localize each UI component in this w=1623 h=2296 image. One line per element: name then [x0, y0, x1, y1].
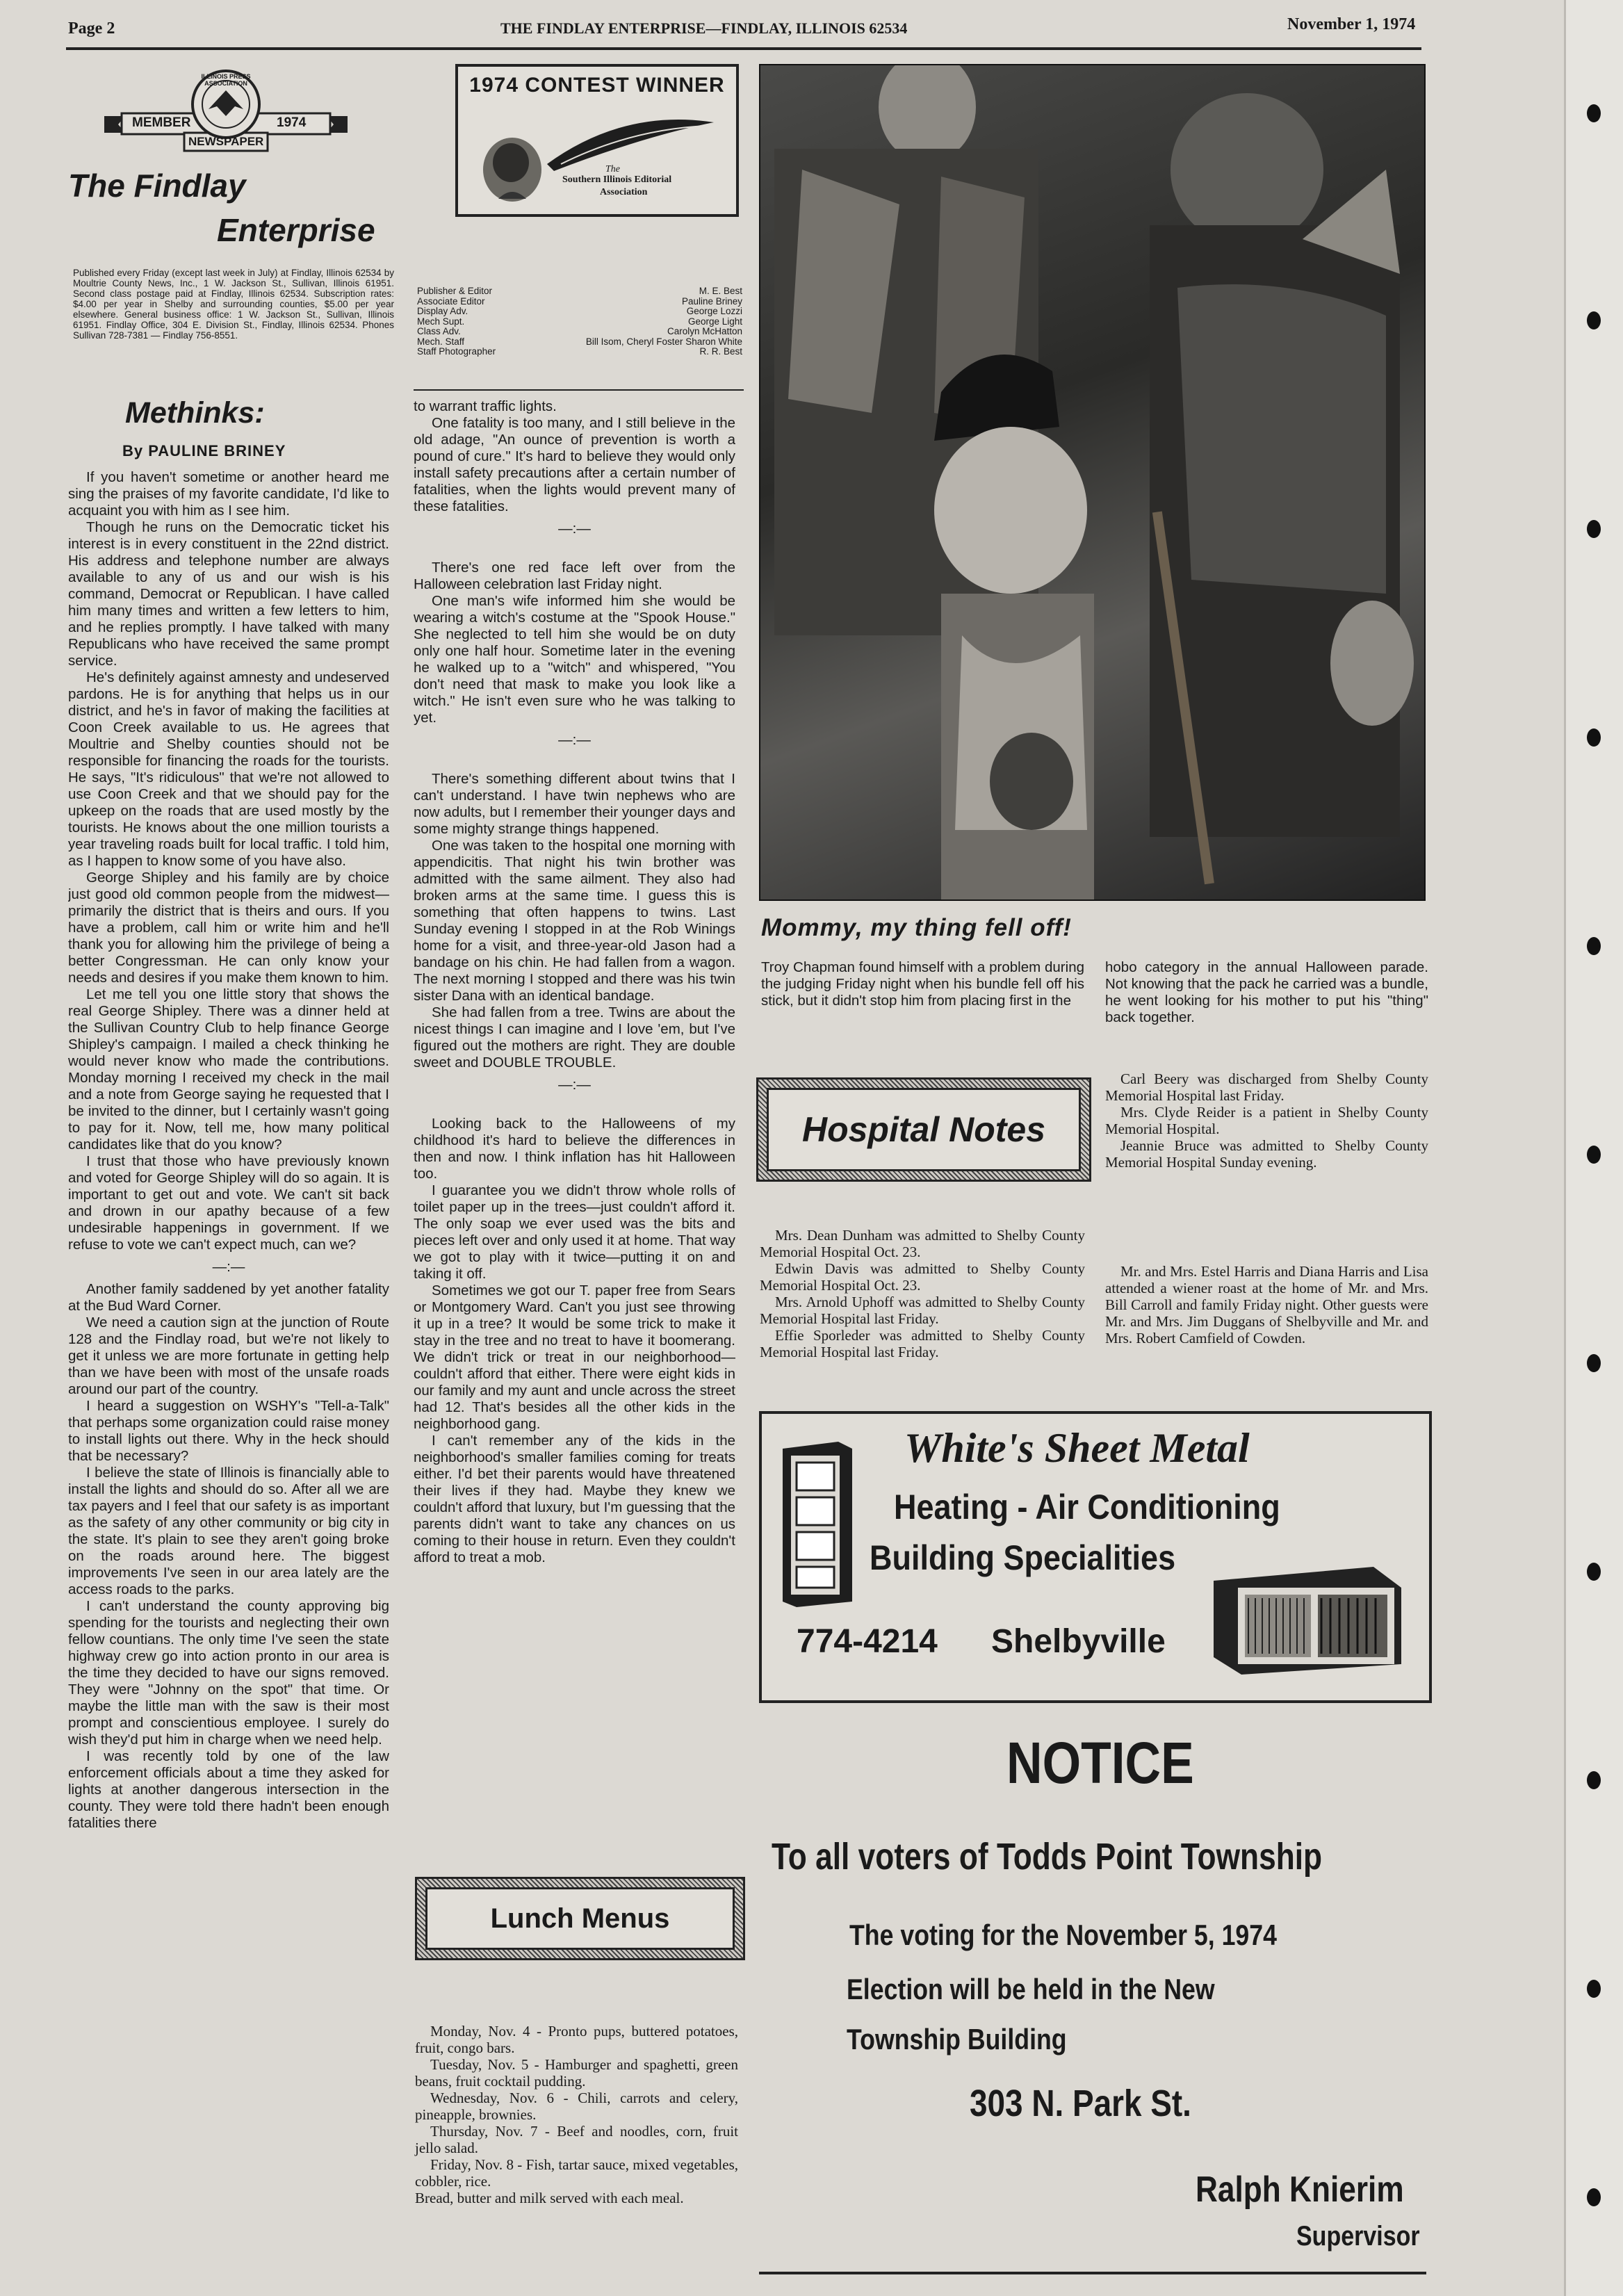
article-paragraph: One man's wife informed him she would be wearing a witch's costume at the "Spook House." She neglected to tell him she would be on duty only one half hour. Sometime later in the evening he walked up to a "witch" and whispered, "You don't need that mask to make you look like a witch." He isn't even sure who he was talking to yet.: [414, 593, 735, 726]
article-paragraph: I can't remember any of the kids in the neighborhood's smaller families coming for treats either. I'd bet their parents would have threatened their lives if they had. Maybe they knew we couldn't afford that luxury, but I'm guessing that the parents didn't want to take any chances on us coming to their house in return. Even they couldn't afford to treat a mob.: [414, 1433, 735, 1565]
lunch-menu-footer: Bread, butter and milk served with each meal.: [415, 2190, 684, 2206]
binding-hole: [1587, 311, 1601, 329]
binding-hole: [1587, 104, 1601, 122]
notice-signer-role: Supervisor: [1296, 2221, 1420, 2252]
hospital-note: Mrs. Clyde Reider is a patient in Shelby County Memorial Hospital.: [1105, 1104, 1428, 1137]
article-paragraph: Another family saddened by yet another fatality at the Bud Ward Corner.: [68, 1281, 389, 1314]
binding-hole: [1587, 1146, 1601, 1164]
ad-line2: Building Specialities: [870, 1538, 1176, 1577]
section-separator: —:—: [558, 1077, 591, 1093]
binding-hole: [1587, 728, 1601, 747]
staff-row: [417, 286, 742, 297]
article-paragraph: I believe the state of Illinois is financially able to install the lights and should do so. After all we are tax payers and I feel that our safety is as important as the safety of any other community or big city in the state. It's plain to see they aren't going broke on the roads around here. The biggest improvements I've seen in our area lately are the access roads to the parks.: [68, 1465, 389, 1597]
photo-caption-right: [1105, 959, 1428, 1026]
paper-name: THE FINDLAY ENTERPRISE—FINDLAY, ILLINOIS 62534: [500, 19, 908, 37]
photo-caption-title: Mommy, my thing fell off!: [761, 914, 1072, 941]
article-paragraph: Though he runs on the Democratic ticket his interest is in every constituent in the 22nd district. His address and telephone number are always available to any of us and our wish is his command, Democrat or Republican. I have called him many times and written a few letters to him, and he replies promptly. I have talked with many Republicans who have received the same prompt service.: [68, 519, 389, 669]
badge-seal-text: ILLINOIS PRESS ASSOCIATION: [201, 73, 251, 87]
staff-list: [417, 286, 742, 357]
ad-phone: 774-4214: [797, 1623, 938, 1660]
article-paragraph: If you haven't sometime or another heard me sing the praises of my favorite candidate, I'd like to acquaint you with him as I see him.: [68, 469, 389, 519]
social-note: [1105, 1263, 1428, 1346]
contest-line2: Southern Illinois Editorial: [562, 174, 672, 185]
contest-winner-box: [455, 64, 739, 217]
staff-name: M. E. Best: [699, 286, 742, 296]
staff-row: [417, 337, 742, 348]
section-separator: —:—: [558, 521, 591, 537]
staff-row: [417, 317, 742, 327]
methinks-column-2: [414, 398, 735, 1858]
masthead-title-line2: Enterprise: [217, 212, 375, 248]
section-separator: —:—: [212, 1259, 245, 1275]
staff-name: Pauline Briney: [681, 295, 742, 307]
spacer: [414, 543, 735, 560]
article-paragraph: I heard a suggestion on WSHY's "Tell-a-Talk" that perhaps some organization could raise money to install lights out there. Why in the heck should that be necessary?: [68, 1398, 389, 1464]
lunch-menus-list: [415, 2023, 738, 2206]
staff-rule: [414, 389, 744, 391]
lunch-menu-item: Friday, Nov. 8 - Fish, tartar sauce, mixed vegetables, cobbler, rice.: [415, 2156, 738, 2190]
binding-hole: [1587, 1771, 1601, 1789]
staff-role: Mech Supt.: [417, 316, 465, 327]
hospital-note: Effie Sporleder was admitted to Shelby County Memorial Hospital last Friday.: [760, 1327, 1085, 1360]
article-paragraph: to warrant traffic lights.: [414, 398, 557, 414]
staff-name: George Light: [687, 316, 742, 327]
caption-paragraph: hobo category in the annual Halloween parade. Not knowing that the pack he carried was a bundle, he went looking for his mother to put his "thing" back together.: [1105, 959, 1428, 1025]
staff-row: [417, 307, 742, 317]
page-number: Page 2: [68, 19, 115, 38]
spacer: [414, 754, 735, 771]
lunch-menus-title: Lunch Menus: [425, 1887, 735, 1950]
hospital-note: Mrs. Arnold Uphoff was admitted to Shelby County Memorial Hospital last Friday.: [760, 1294, 1085, 1327]
header-rule: [66, 47, 1421, 50]
social-paragraph: Mr. and Mrs. Estel Harris and Diana Harris and Lisa attended a wiener roast at the home of Mr. and Mrs. Bill Carroll and family Friday night. Other guests were Mr. and Mrs. Jim Duggans of Shelbyville and Mr. and Mrs. Robert Camfield of Cowden.: [1105, 1263, 1428, 1346]
staff-role: Display Adv.: [417, 306, 468, 316]
article-paragraph: I was recently told by one of the law enforcement officials about a time they asked for lights at another dangerous intersection in the county. They were told there hadn't been enough fatalities there: [68, 1748, 389, 1831]
article-paragraph: One fatality is too many, and I still believe in the old adage, "An ounce of prevention is worth a pound of cure." It's hard to believe they would only install safety precautions after a certain number of fatalities, when the lights would prevent many of these fatalities.: [414, 415, 735, 514]
staff-role: Staff Photographer: [417, 346, 496, 357]
article-paragraph: Looking back to the Halloweens of my childhood it's hard to believe the differences in then and now. I think inflation has hit Halloween too.: [414, 1116, 735, 1182]
article-paragraph: Sometimes we got our T. paper free from Sears or Montgomery Ward. Can't you just see throwing it up in a tree? It would be some trick to make it stay in the tree and no treat to have it boomerang. We didn't trick or treat in our neighborhood—couldn't afford that either. There were eight kids in our family and my aunt and uncle across the street had 12. That's besides all the other kids in the neighborhood gang.: [414, 1283, 735, 1432]
notice-address: 303 N. Park St.: [970, 2083, 1191, 2124]
article-paragraph: We need a caution sign at the junction of Route 128 and the Findlay road, but we're not likely to get it unless we are more fortunate in getting help than we have been with most of the unsafe roads around our part of the country.: [68, 1314, 389, 1397]
article-paragraph: George Shipley and his family are by choice just good old common people from the midwest—primarily the district that is theirs and ours. If you have a problem, call him or write him and he'll thank you for allowing him the privilege of being a better Congressman. He can only know your needs and desires if you make them known to him.: [68, 870, 389, 986]
notice-subtitle: To all voters of Todds Point Township: [772, 1836, 1323, 1878]
member-badge: [97, 66, 354, 156]
staff-role: Publisher & Editor: [417, 286, 493, 296]
caption-paragraph: Troy Chapman found himself with a problem during the judging Friday night when his bundle fell off his stick, but it didn't stop him from placing first in the: [761, 959, 1084, 1009]
ad-line1: Heating - Air Conditioning: [894, 1488, 1280, 1526]
notice-signer-name: Ralph Knierim: [1196, 2169, 1404, 2210]
halloween-photo: [759, 64, 1426, 901]
binding-hole: [1587, 1980, 1601, 1998]
hospital-notes-left: [760, 1227, 1085, 1360]
hospital-notes-right: [1105, 1070, 1428, 1171]
staff-name: R. R. Best: [699, 346, 742, 357]
staff-name: Carolyn McHatton: [667, 326, 742, 336]
lunch-menu-item: Thursday, Nov. 7 - Beef and noodles, corn, fruit jello salad.: [415, 2123, 738, 2156]
staff-name: George Lozzi: [686, 306, 742, 316]
binding-hole: [1587, 1354, 1601, 1372]
column-title: Methinks:: [125, 396, 265, 430]
article-paragraph: There's something different about twins that I can't understand. I have twin nephews who are now adults, but I remember their younger days and some mighty strange things happened.: [414, 771, 735, 837]
lunch-menu-item: Monday, Nov. 4 - Pronto pups, buttered potatoes, fruit, congo bars.: [415, 2023, 738, 2056]
binding-hole: [1587, 1563, 1601, 1581]
lunch-menu-item: Wednesday, Nov. 6 - Chili, carrots and celery, pineapple, brownies.: [415, 2090, 738, 2123]
notice-line3: Township Building: [847, 2023, 1067, 2055]
staff-role: Class Adv.: [417, 326, 461, 336]
binding-hole: [1587, 520, 1601, 538]
article-paragraph: She had fallen from a tree. Twins are about the nicest things I can imagine and I love 'em, but I've figured out the mothers are right. They are double sweet and DOUBLE TROUBLE.: [414, 1004, 735, 1070]
ad-business-name: White's Sheet Metal: [904, 1425, 1250, 1471]
photo-caption-left: [761, 959, 1084, 1009]
notice-title: NOTICE: [1006, 1730, 1194, 1796]
article-paragraph: There's one red face left over from the Halloween celebration last Friday night.: [414, 560, 735, 592]
spacer: [414, 1099, 735, 1116]
lunch-menus-heading-box: [415, 1877, 745, 1960]
contest-line3: Association: [600, 187, 648, 197]
masthead-title-line1: The Findlay: [68, 168, 246, 204]
hospital-notes-heading-box: [756, 1077, 1091, 1182]
photo-scene: [760, 65, 1424, 899]
publication-info: Published every Friday (except last week in July) at Findlay, Illinois 62534 by Moultrie County News, Inc., 1 W. Jackson St., Sullivan, Illinois 61951. Second class postage paid at Findlay, Illinois 62534. Subscription rates: $4.00 per year in Shelby and surrounding counties, $5.00 per year elsewhere. General business office: 1 W. Jackson St., Sullivan, Illinois 61951. Findlay Office, 304 E. Division St., Findlay, Illinois 62534. Phones Sullivan 728-7381 — Findlay 756-8551.: [73, 268, 394, 341]
lunch-menu-item: Tuesday, Nov. 5 - Hamburger and spaghetti, green beans, fruit cocktail pudding.: [415, 2056, 738, 2090]
badge-member-text: MEMBER: [132, 115, 191, 130]
notice-line2: Election will be held in the New: [847, 1973, 1215, 2005]
section-separator: —:—: [558, 732, 591, 748]
binding-hole: [1587, 2188, 1601, 2206]
hospital-note: Edwin Davis was admitted to Shelby County Memorial Hospital Oct. 23.: [760, 1260, 1085, 1294]
staff-role: Mech. Staff: [417, 336, 465, 347]
badge-newspaper-text: NEWSPAPER: [188, 135, 264, 148]
contest-line1: The: [605, 164, 620, 174]
sheet-metal-ad: [759, 1411, 1432, 1703]
staff-row: [417, 347, 742, 357]
article-paragraph: I can't understand the county approving big spending for the tourists and neglecting their own fellow countians. The only time I've seen the state highway crew go into action pronto in our area is the time they decided to have our signs removed. They were "Johnny on the spot" that time. Or maybe the little man with the saw is their most prompt and conscientious employee. I surely do wish they'd put him in charge when we need help.: [68, 1598, 389, 1748]
quill-icon: [471, 115, 721, 206]
hospital-note: Mrs. Dean Dunham was admitted to Shelby County Memorial Hospital Oct. 23.: [760, 1227, 1085, 1260]
binding-hole: [1587, 937, 1601, 955]
article-paragraph: One was taken to the hospital one morning with appendicitis. That night his twin brother was admitted with the same ailment. They also had broken arms at the same time. I guess this is something that often happens to twins. Last Sunday evening I stopped in at the Rob Winings home for a visit, and three-year-old Jason had a bandage on his chin. He had fallen from a wagon. The next morning I stopped and there was his twin sister Dana with an identical bandage.: [414, 838, 735, 1004]
contest-title: 1974 CONTEST WINNER: [469, 74, 725, 97]
staff-row: [417, 327, 742, 337]
hospital-note: Jeannie Bruce was admitted to Shelby County Memorial Hospital Sunday evening.: [1105, 1137, 1428, 1171]
article-paragraph: I guarantee you we didn't throw whole rolls of toilet paper up in the trees—just couldn't afford it. The only soap we ever used was the bits and pieces left over and only used it at home. That way we got to play with it twice—putting it on and taking it off.: [414, 1182, 735, 1282]
furnace-icon: [776, 1435, 859, 1609]
ad-town: Shelbyville: [991, 1623, 1166, 1660]
article-paragraph: I trust that those who have previously known and voted for George Shipley will do so again. It is important to get out and vote. We can't sit back and drown in our apathy because of a few undesirable happenings in government. If we refuse to vote we can't expect much, can we?: [68, 1153, 389, 1253]
staff-name: Bill Isom, Cheryl Foster Sharon White: [585, 336, 742, 347]
staff-role: Associate Editor: [417, 295, 485, 307]
column-byline: By PAULINE BRINEY: [122, 442, 286, 459]
article-paragraph: He's definitely against amnesty and undeserved pardons. He is for anything that helps us in our district, and he's in favor of making the facilities at Coon Creek available to us. He agrees that Moultrie and Shelby counties should not be responsible for financing the roads for the tourists. He says, "It's ridiculous" that we're not allowed to use Coon Creek and that we should pay for the upkeep on the roads that are used mostly by the tourists. He knows about the one million tourists a year traveling roads built for local traffic. I told him, as I happen to know some of you have also.: [68, 669, 389, 869]
staff-row: [417, 297, 742, 307]
notice-bottom-rule: [759, 2272, 1426, 2274]
article-paragraph: Let me tell you one little story that shows the real George Shipley. There was a dinner held at the Sullivan Country Club to help finance George Shipley's campaign. I mailed a check thinking he would never know who made the contributions. Monday morning I received my check in the mail and a note from George saying he requested that I be invited to the dinner, but I certainly wasn't going to pay for it. Now, tell me, how many political candidates like that do you know?: [68, 986, 389, 1153]
hospital-notes-title: Hospital Notes: [767, 1088, 1081, 1171]
notice-line1: The voting for the November 5, 1974: [849, 1919, 1277, 1951]
air-conditioner-icon: [1207, 1553, 1408, 1678]
issue-date: November 1, 1974: [1287, 15, 1416, 33]
methinks-column-1: [68, 469, 389, 2290]
badge-year-text: 1974: [277, 115, 307, 130]
hospital-note: Carl Beery was discharged from Shelby County Memorial Hospital last Friday.: [1105, 1070, 1428, 1104]
